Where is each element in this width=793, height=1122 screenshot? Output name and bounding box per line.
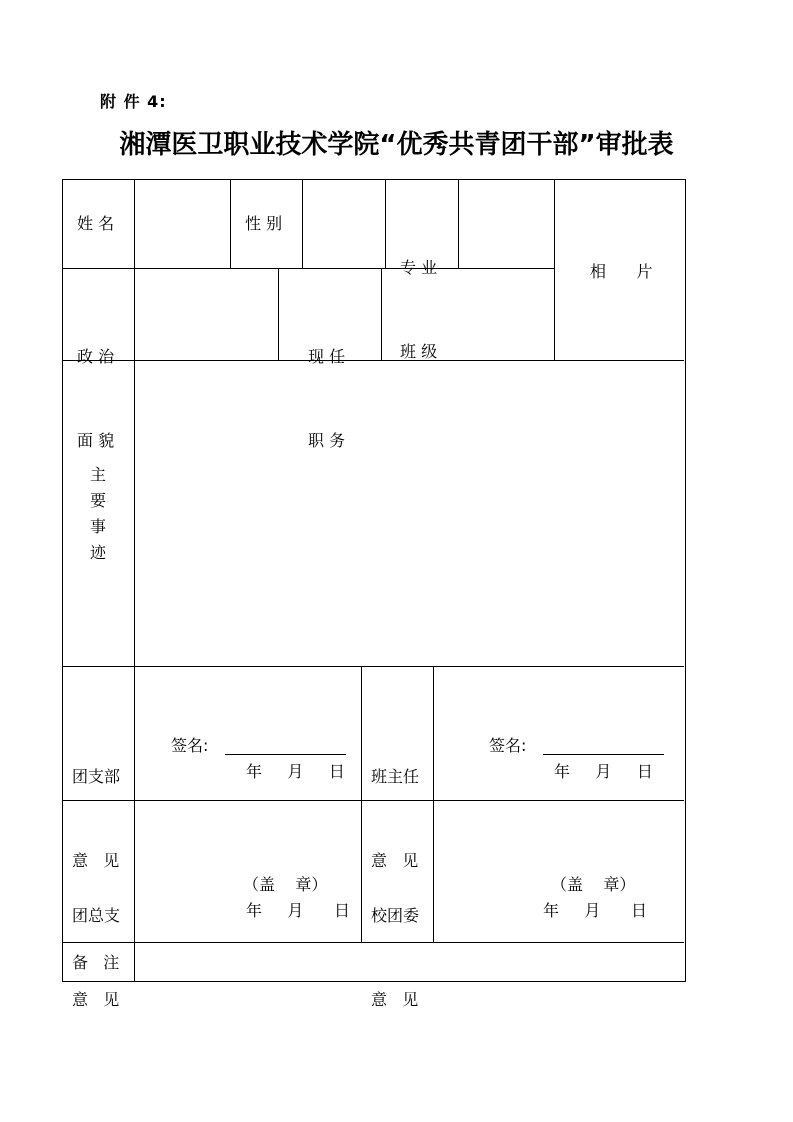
main-deeds-label — [88, 462, 108, 566]
row-divider-3 — [63, 666, 684, 667]
major-label-line2: 班 级 — [400, 342, 438, 361]
gender-value-field[interactable] — [303, 181, 384, 267]
school-league-date: 年 月 日 — [543, 901, 647, 920]
branch-label-line1: 团支部 — [72, 767, 121, 786]
photo-label: 相 片 — [590, 262, 653, 281]
name-value-field[interactable] — [135, 181, 229, 267]
col-divider-opinion-2 — [433, 666, 434, 942]
general-label-line1: 团总支 — [72, 906, 121, 925]
school-league-stamp: （盖 章） — [551, 875, 636, 894]
current-position-value-field[interactable] — [382, 269, 553, 359]
general-branch-date: 年 月 日 — [246, 901, 350, 920]
branch-sign-label: 签名: — [171, 736, 209, 755]
form-title: 湘潭医卫职业技术学院“优秀共青团干部”审批表 — [119, 130, 674, 160]
branch-date: 年 月 日 — [246, 762, 345, 781]
league-label-line1: 校团委 — [371, 906, 420, 925]
col-divider-major — [385, 180, 386, 268]
col-divider-opinion-1 — [361, 666, 362, 942]
position-label-line1: 现 任 — [308, 347, 346, 366]
league-label-line2: 意 见 — [371, 990, 419, 1009]
remarks-label: 备 注 — [72, 953, 120, 972]
branch-label-line2: 意 见 — [72, 851, 120, 870]
teacher-sign-label: 签名: — [489, 736, 527, 755]
major-label-line1: 专 业 — [400, 258, 438, 277]
col-divider-position — [278, 268, 279, 360]
gender-label: 性 别 — [245, 214, 283, 233]
deeds-char-3: 事 — [89, 517, 106, 536]
deeds-char-2: 要 — [89, 491, 106, 510]
teacher-label-line2: 意 见 — [371, 851, 419, 870]
teacher-signature-line[interactable] — [543, 754, 664, 755]
position-label-line2: 职 务 — [308, 431, 346, 450]
deeds-char-4: 迹 — [89, 543, 106, 562]
photo-area[interactable] — [555, 181, 683, 359]
teacher-date: 年 月 日 — [554, 762, 653, 781]
deeds-char-1: 主 — [89, 465, 106, 484]
political-label-line2: 面 貌 — [77, 431, 115, 450]
approval-form-table — [62, 179, 686, 1009]
political-status-value-field[interactable] — [135, 269, 277, 359]
main-deeds-field[interactable] — [135, 361, 683, 665]
major-class-value-field[interactable] — [459, 181, 553, 267]
attachment-label: 附 件 4: — [100, 92, 167, 111]
general-label-line2: 意 见 — [72, 990, 120, 1009]
general-branch-stamp: （盖 章） — [243, 875, 328, 894]
remarks-field[interactable] — [135, 943, 683, 980]
political-label-line1: 政 治 — [77, 347, 115, 366]
branch-signature-line[interactable] — [225, 754, 346, 755]
teacher-label-line1: 班主任 — [371, 767, 420, 786]
name-label: 姓 名 — [77, 214, 115, 233]
col-divider-gender — [230, 180, 231, 268]
